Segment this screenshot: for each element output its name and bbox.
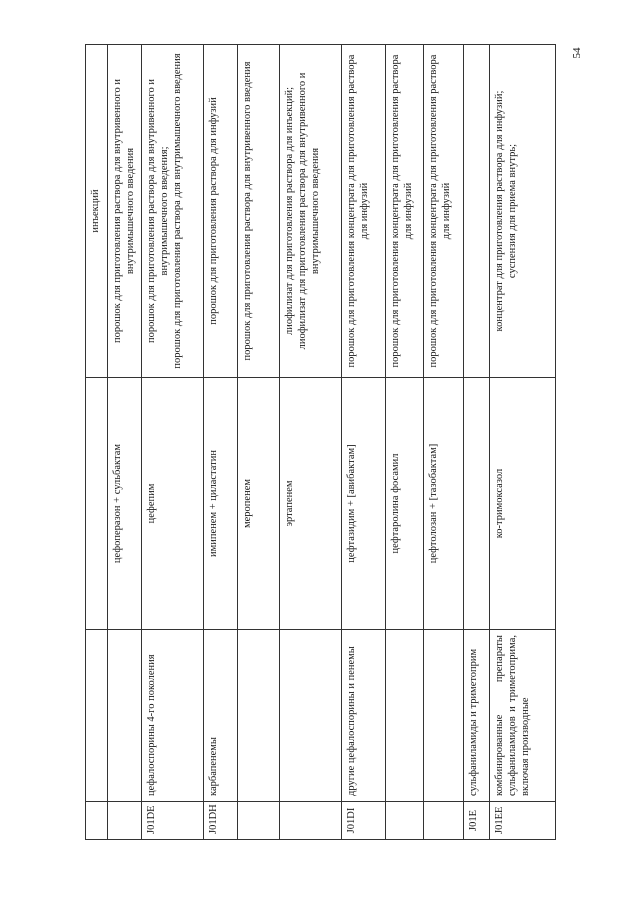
dosage-form-cell [142,45,204,378]
atc-code-cell: J01EE [490,802,556,840]
dosage-form-text: порошок для приготовления раствора для инфузий [208,97,219,325]
drug-cell [86,378,108,630]
drug-cell [464,378,490,630]
dosage-form-text: суспензия для приема внутрь; [507,143,519,279]
drug-cell: имипенем + циластатин [204,378,238,630]
group-cell [386,630,424,802]
atc-code-cell [280,802,342,840]
table-row [424,45,464,840]
group-cell: сульфаниламиды и триметоприм [464,630,490,802]
dosage-form-text: лиофилизат для приготовления раствора для инъекций; [284,87,295,336]
rotated-table-wrapper [85,45,555,840]
dosage-form-cell [204,45,238,378]
table-row [464,45,490,840]
atc-code-cell: J01DI [342,802,386,840]
group-cell: цефалоспорины 4-го поколения [142,630,204,802]
table-row [108,45,142,840]
table-row [142,45,204,840]
drug-table [85,44,556,840]
dosage-form-cell [108,45,142,378]
drug-cell: цефтазидим + [авибактам] [342,378,386,630]
table-row [238,45,280,840]
group-cell: карбапенемы [204,630,238,802]
rotated-table-area [85,45,555,840]
dosage-form-text: порошок для приготовления концентрата для приготовления раствора для инфузий [346,54,371,368]
atc-code-cell [386,802,424,840]
atc-code-cell [238,802,280,840]
table-row [342,45,386,840]
atc-code-cell: J01DH [204,802,238,840]
drug-cell: ко-тримоксазол [490,378,556,630]
table-row [490,45,556,840]
dosage-form-text: концентрат для приготовления раствора для инфузий; [494,90,505,332]
group-cell [238,630,280,802]
dosage-form-text: порошок для приготовления раствора для внутривенного и внутримышечного введения; [146,78,171,344]
dosage-form-cell [490,45,556,378]
atc-code-cell [86,802,108,840]
atc-code-cell: J01DE [142,802,204,840]
atc-code-cell: J01E [464,802,490,840]
group-cell [280,630,342,802]
dosage-form-cell [86,45,108,378]
group-cell: комбинированные препараты сульфаниламидов и триметоприма, включая производные [490,630,556,802]
dosage-form-cell [424,45,464,378]
drug-cell: цефепим [142,378,204,630]
drug-cell: эртапенем [280,378,342,630]
group-cell: другие цефалоспорины и пенемы [342,630,386,802]
table-row [204,45,238,840]
table-row [386,45,424,840]
dosage-form-text: порошок для приготовления концентрата для приготовления раствора для инфузий [390,54,415,368]
dosage-form-text: порошок для приготовления раствора для внутривенного введения [242,61,253,361]
group-cell [108,630,142,802]
drug-cell: цефоперазон + сульбактам [108,378,142,630]
atc-code-cell [108,802,142,840]
drug-cell: цефтаролина фосамил [386,378,424,630]
drug-cell: цефтолозан + [тазобактам] [424,378,464,630]
page-number: 54 [571,47,583,59]
drug-cell: меропенем [238,378,280,630]
table-row [86,45,108,840]
dosage-form-cell [464,45,490,378]
group-cell [86,630,108,802]
dosage-form-text: порошок для приготовления раствора для внутримышечного введения [172,53,184,369]
group-cell [424,630,464,802]
dosage-form-cell [386,45,424,378]
dosage-form-cell [280,45,342,378]
table-row [280,45,342,840]
dosage-form-cell [238,45,280,378]
dosage-form-text: лиофилизат для приготовления раствора для внутривенного и внутримышечного введения [297,72,322,350]
dosage-form-text: порошок для приготовления концентрата для приготовления раствора для инфузий [428,54,453,368]
dosage-form-cell [342,45,386,378]
atc-code-cell [424,802,464,840]
dosage-form-text: инъекций [90,189,101,233]
dosage-form-text: порошок для приготовления раствора для внутривенного и внутримышечного введения [112,78,137,344]
